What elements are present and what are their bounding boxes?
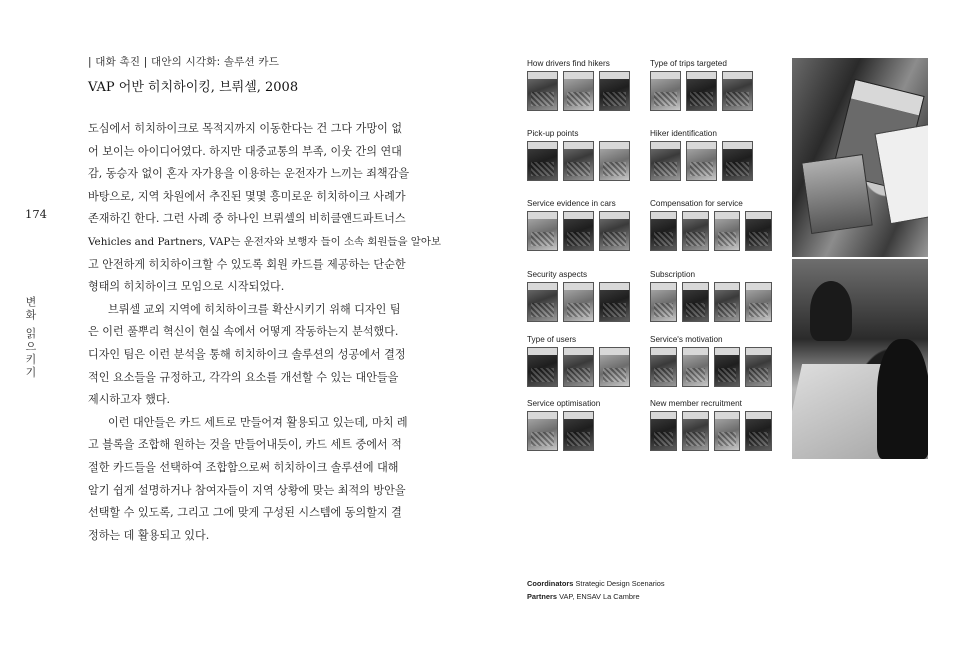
body-line: 형태의 히치하이크 모임으로 시작되었다. bbox=[88, 280, 285, 294]
solution-card-thumbnail bbox=[563, 282, 594, 322]
solution-card-thumbnail bbox=[599, 347, 630, 387]
solution-card-thumbnail bbox=[682, 347, 709, 387]
card-section bbox=[650, 269, 772, 322]
solution-card-thumbnail bbox=[714, 282, 741, 322]
card-section-label: Compensation for service bbox=[650, 199, 743, 208]
photo-card bbox=[801, 154, 872, 234]
card-section bbox=[650, 198, 772, 251]
card-section bbox=[650, 128, 772, 181]
solution-card-thumbnail bbox=[599, 71, 630, 111]
card-section bbox=[527, 58, 649, 111]
card-thumbnails bbox=[527, 282, 649, 322]
solution-card-thumbnail bbox=[527, 347, 558, 387]
body-line: 절한 카드들을 선택하여 조합함으로써 히치하이크 솔루션에 대해 bbox=[88, 460, 399, 474]
body-line: 어 보이는 아이디어였다. 하지만 대중교통의 부족, 이웃 간의 연대 bbox=[88, 144, 402, 158]
solution-card-thumbnail bbox=[599, 282, 630, 322]
body-line: 정하는 데 활용되고 있다. bbox=[88, 528, 210, 542]
coordinators-label: Coordinators bbox=[527, 579, 574, 588]
body-line: 제시하고자 했다. bbox=[88, 393, 171, 407]
card-section bbox=[527, 128, 649, 181]
partners-label: Partners bbox=[527, 592, 557, 601]
body-line: 알기 쉽게 설명하거나 참여자들이 지역 상황에 맞는 최적의 방안을 bbox=[88, 483, 406, 497]
photo-person bbox=[810, 281, 852, 341]
body-line: 이런 대안들은 카드 세트로 만들어져 활용되고 있는데, 마치 레 bbox=[108, 415, 408, 429]
card-section-label: Pick-up points bbox=[527, 129, 579, 138]
solution-card-thumbnail bbox=[745, 282, 772, 322]
body-text bbox=[88, 118, 441, 547]
photo-person bbox=[877, 339, 928, 459]
body-line: 은 이런 풀뿌리 혁신이 현실 속에서 어떻게 작동하는지 분석했다. bbox=[88, 325, 399, 339]
solution-card-thumbnail bbox=[563, 411, 594, 451]
solution-card-thumbnail bbox=[650, 71, 681, 111]
body-line: 고 블록을 조합해 원하는 것을 만들어내듯이, 카드 세트 중에서 적 bbox=[88, 438, 402, 452]
body-line: 브뤼셀 교외 지역에 히치하이크를 확산시키기 위해 디자인 팀 bbox=[108, 302, 401, 316]
solution-card-thumbnail bbox=[527, 141, 558, 181]
solution-card-thumbnail bbox=[686, 141, 717, 181]
solution-card-thumbnail bbox=[650, 282, 677, 322]
solution-card-thumbnail bbox=[682, 211, 709, 251]
solution-card-thumbnail bbox=[722, 71, 753, 111]
solution-card-thumbnail bbox=[722, 141, 753, 181]
card-thumbnails bbox=[650, 141, 772, 181]
right-page bbox=[485, 0, 970, 666]
body-line: 감, 동승자 없이 혼자 자가용을 이용하는 운전자가 느끼는 죄책감을 bbox=[88, 167, 410, 181]
credits-coordinators bbox=[527, 577, 665, 590]
card-section-label: Service optimisation bbox=[527, 399, 601, 408]
partners-value: VAP, ENSAV La Cambre bbox=[559, 592, 640, 601]
body-line: 존재하긴 한다. 그런 사례 중 하나인 브뤼셀의 비히클앤드파트너스 bbox=[88, 212, 406, 226]
card-section-label: Service's motivation bbox=[650, 335, 723, 344]
body-line: 선택할 수 있도록, 그리고 그에 맞게 구성된 시스템에 동의할지 결 bbox=[88, 506, 402, 520]
solution-card-thumbnail bbox=[745, 411, 772, 451]
card-thumbnails bbox=[650, 411, 772, 451]
solution-card-thumbnail bbox=[563, 71, 594, 111]
cards-on-table-photo bbox=[792, 58, 928, 257]
body-line: 고 안전하게 히치하이크할 수 있도록 회원 카드를 제공하는 단순한 bbox=[88, 257, 406, 271]
body-line: 디자인 팀은 이런 분석을 통해 히치하이크 솔루션의 성공에서 결정 bbox=[88, 347, 406, 361]
running-title: 변화 읽으키기 bbox=[24, 296, 37, 380]
body-line: 바탕으로, 지역 차원에서 추진된 몇몇 흥미로운 히치하이크 사례가 bbox=[88, 189, 406, 203]
solution-card-thumbnail bbox=[682, 411, 709, 451]
solution-card-thumbnail bbox=[714, 211, 741, 251]
card-section bbox=[527, 334, 649, 387]
card-section-label: Subscription bbox=[650, 270, 696, 279]
card-section bbox=[527, 398, 649, 451]
card-thumbnails bbox=[527, 71, 649, 111]
solution-card-thumbnail bbox=[563, 141, 594, 181]
solution-card-thumbnail bbox=[563, 347, 594, 387]
page-number: 174 bbox=[25, 207, 47, 221]
card-section bbox=[650, 58, 772, 111]
workshop-photo bbox=[792, 259, 928, 459]
credits bbox=[527, 577, 665, 603]
body-line: Vehicles and Partners, VAP는 운전자와 보행자 들이 소속 회원들을 알아보 bbox=[88, 235, 441, 248]
solution-card-thumbnail bbox=[714, 347, 741, 387]
solution-card-thumbnail bbox=[563, 211, 594, 251]
solution-card-thumbnail bbox=[527, 282, 558, 322]
card-thumbnails bbox=[527, 347, 649, 387]
solution-card-thumbnail bbox=[527, 71, 558, 111]
solution-card-thumbnail bbox=[714, 411, 741, 451]
solution-card-thumbnail bbox=[527, 211, 558, 251]
solution-card-thumbnail bbox=[650, 141, 681, 181]
solution-card-thumbnail bbox=[599, 211, 630, 251]
card-thumbnails bbox=[650, 211, 772, 251]
card-section bbox=[650, 334, 772, 387]
card-section-label: Hiker identification bbox=[650, 129, 717, 138]
card-section-label: New member recruitment bbox=[650, 399, 742, 408]
card-thumbnails bbox=[527, 211, 649, 251]
body-line: 도심에서 히치하이크로 목적지까지 이동한다는 건 그다 가망이 없 bbox=[88, 122, 403, 135]
card-section-label: Type of users bbox=[527, 335, 577, 344]
card-thumbnails bbox=[650, 347, 772, 387]
card-thumbnails bbox=[527, 141, 649, 181]
solution-card-thumbnail bbox=[682, 282, 709, 322]
article-title: VAP 어반 히치하이킹, 브뤼셀, 2008 bbox=[88, 80, 299, 95]
solution-card-thumbnail bbox=[650, 211, 677, 251]
card-section-label: How drivers find hikers bbox=[527, 59, 610, 68]
coordinators-value: Strategic Design Scenarios bbox=[575, 579, 665, 588]
solution-card-thumbnail bbox=[650, 347, 677, 387]
card-section-label: Security aspects bbox=[527, 270, 588, 279]
photo-card bbox=[874, 124, 928, 225]
card-section-label: Service evidence in cars bbox=[527, 199, 616, 208]
solution-card-thumbnail bbox=[599, 141, 630, 181]
section-label: | 대화 촉진 | 대안의 시각화: 솔루션 카드 bbox=[88, 56, 280, 68]
solution-card-thumbnail bbox=[650, 411, 677, 451]
card-thumbnails bbox=[650, 71, 772, 111]
solution-card-thumbnail bbox=[745, 347, 772, 387]
credits-partners bbox=[527, 590, 665, 603]
card-section bbox=[527, 269, 649, 322]
card-thumbnails bbox=[650, 282, 772, 322]
body-line: 적인 요소들을 규정하고, 각각의 요소를 개선할 수 있는 대안들을 bbox=[88, 370, 399, 384]
card-section bbox=[650, 398, 772, 451]
solution-card-thumbnail bbox=[686, 71, 717, 111]
solution-card-thumbnail bbox=[527, 411, 558, 451]
card-section-label: Type of trips targeted bbox=[650, 59, 727, 68]
card-thumbnails bbox=[527, 411, 649, 451]
solution-card-thumbnail bbox=[745, 211, 772, 251]
card-section bbox=[527, 198, 649, 251]
